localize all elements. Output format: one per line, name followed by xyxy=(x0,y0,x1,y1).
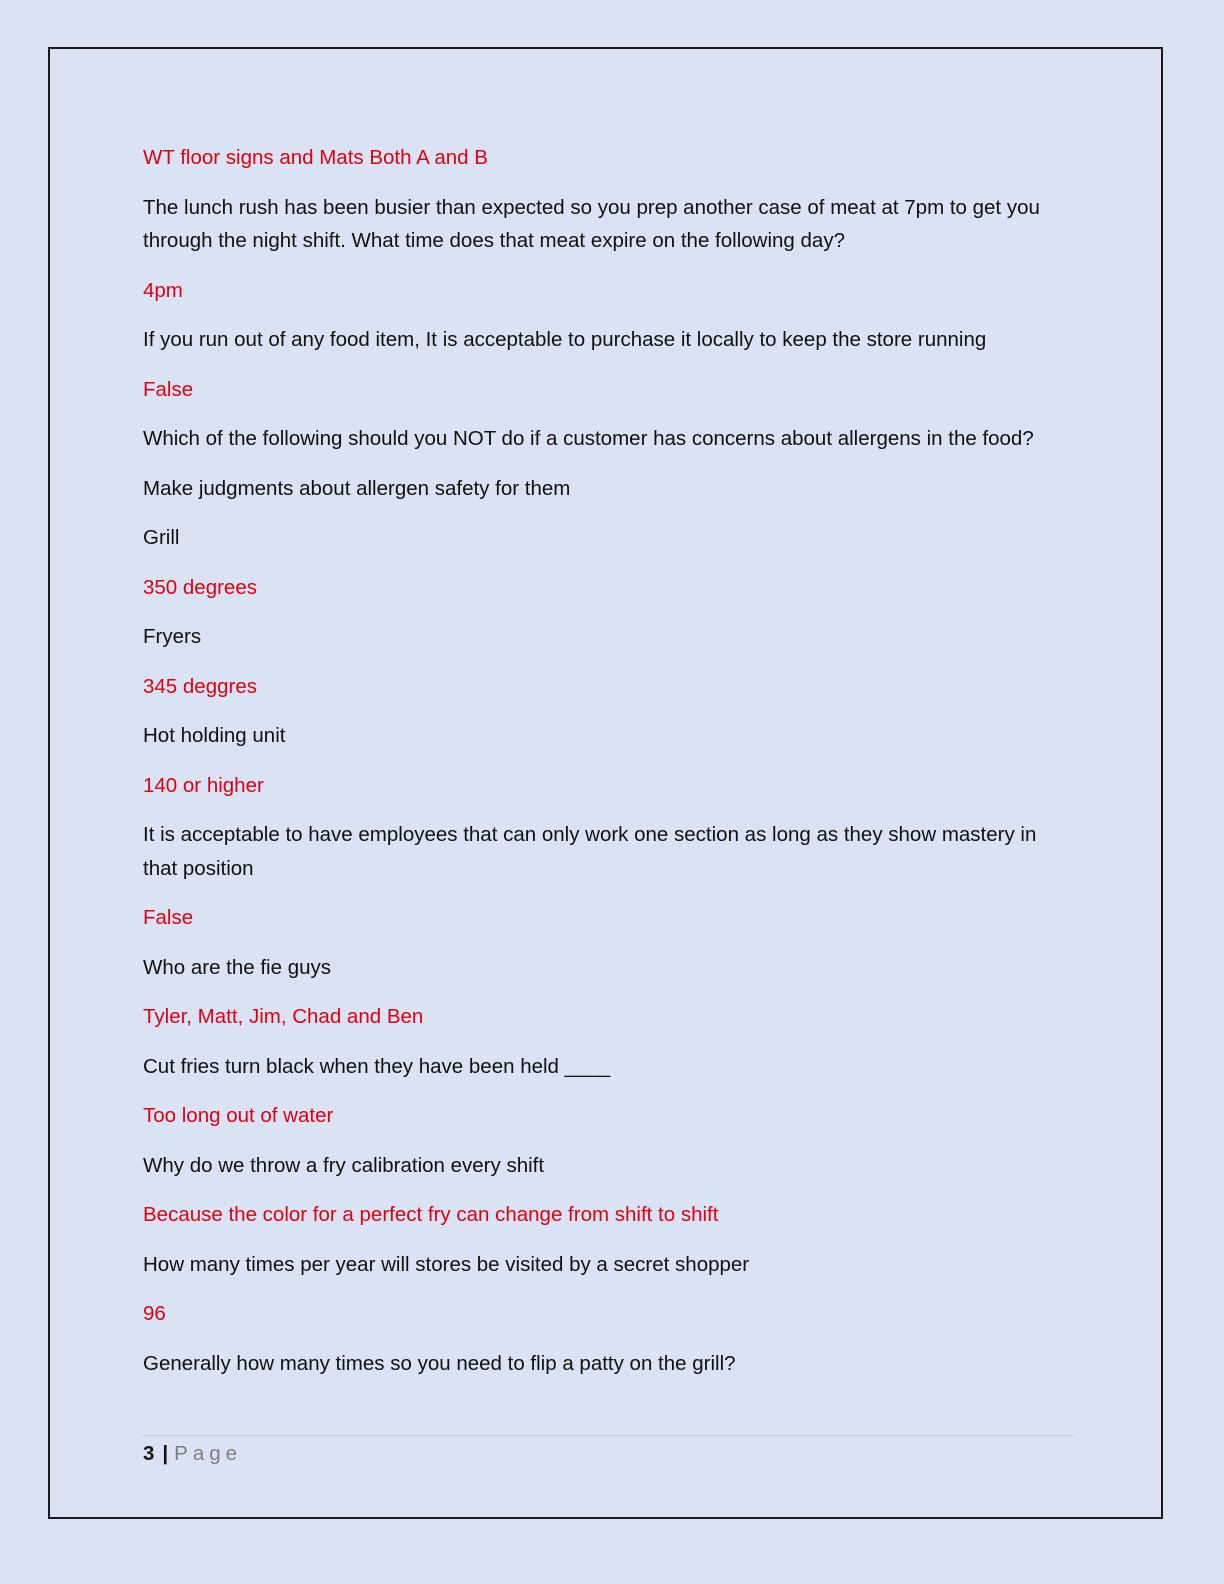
page-footer xyxy=(143,1440,242,1468)
page-label: Page xyxy=(174,1442,243,1465)
answer-text: 4pm xyxy=(143,278,183,302)
question-text: Generally how many times so you need to flip a patty on the grill? xyxy=(143,1351,736,1375)
answer-text: 345 deggres xyxy=(143,674,257,698)
answer-text: 140 or higher xyxy=(143,773,264,797)
footer-separator: | xyxy=(162,1442,169,1465)
question-text: Which of the following should you NOT do if a customer has concerns about allergens in the food? xyxy=(143,427,1034,450)
answer-text: 96 xyxy=(143,1302,166,1325)
question-text: It is acceptable to have employees that can only work one section as long as they show mastery in that position xyxy=(143,823,1037,880)
question-text: Cut fries turn black when they have been held ____ xyxy=(143,1054,611,1078)
answer-text: WT floor signs and Mats Both A and B xyxy=(143,146,488,169)
question-text: Fryers xyxy=(143,625,202,648)
answer-text: False xyxy=(143,377,194,401)
question-text: The lunch rush has been busier than expected so you prep another case of meat at 7pm to get you through the night shift. What time does that meat expire on the following day? xyxy=(143,195,1040,252)
answer-text: False xyxy=(143,906,194,929)
answer-text: Tyler, Matt, Jim, Chad and Ben xyxy=(143,1005,424,1028)
answer-text: Too long out of water xyxy=(143,1104,334,1127)
question-text: Make judgments about allergen safety for them xyxy=(143,476,571,500)
question-text: If you run out of any food item, It is acceptable to purchase it locally to keep the store running xyxy=(143,328,987,351)
question-text: Grill xyxy=(143,526,180,549)
page-number: 3 xyxy=(143,1442,155,1465)
answer-text: 350 degrees xyxy=(143,575,257,599)
question-text: How many times per year will stores be visited by a secret shopper xyxy=(143,1252,750,1276)
question-text: Hot holding unit xyxy=(143,724,286,747)
question-text: Who are the fie guys xyxy=(143,955,332,979)
question-text: Why do we throw a fry calibration every shift xyxy=(143,1153,545,1177)
answer-text: Because the color for a perfect fry can change from shift to shift xyxy=(143,1203,719,1226)
footer-divider xyxy=(143,1435,1073,1436)
document-body xyxy=(143,141,1073,1396)
